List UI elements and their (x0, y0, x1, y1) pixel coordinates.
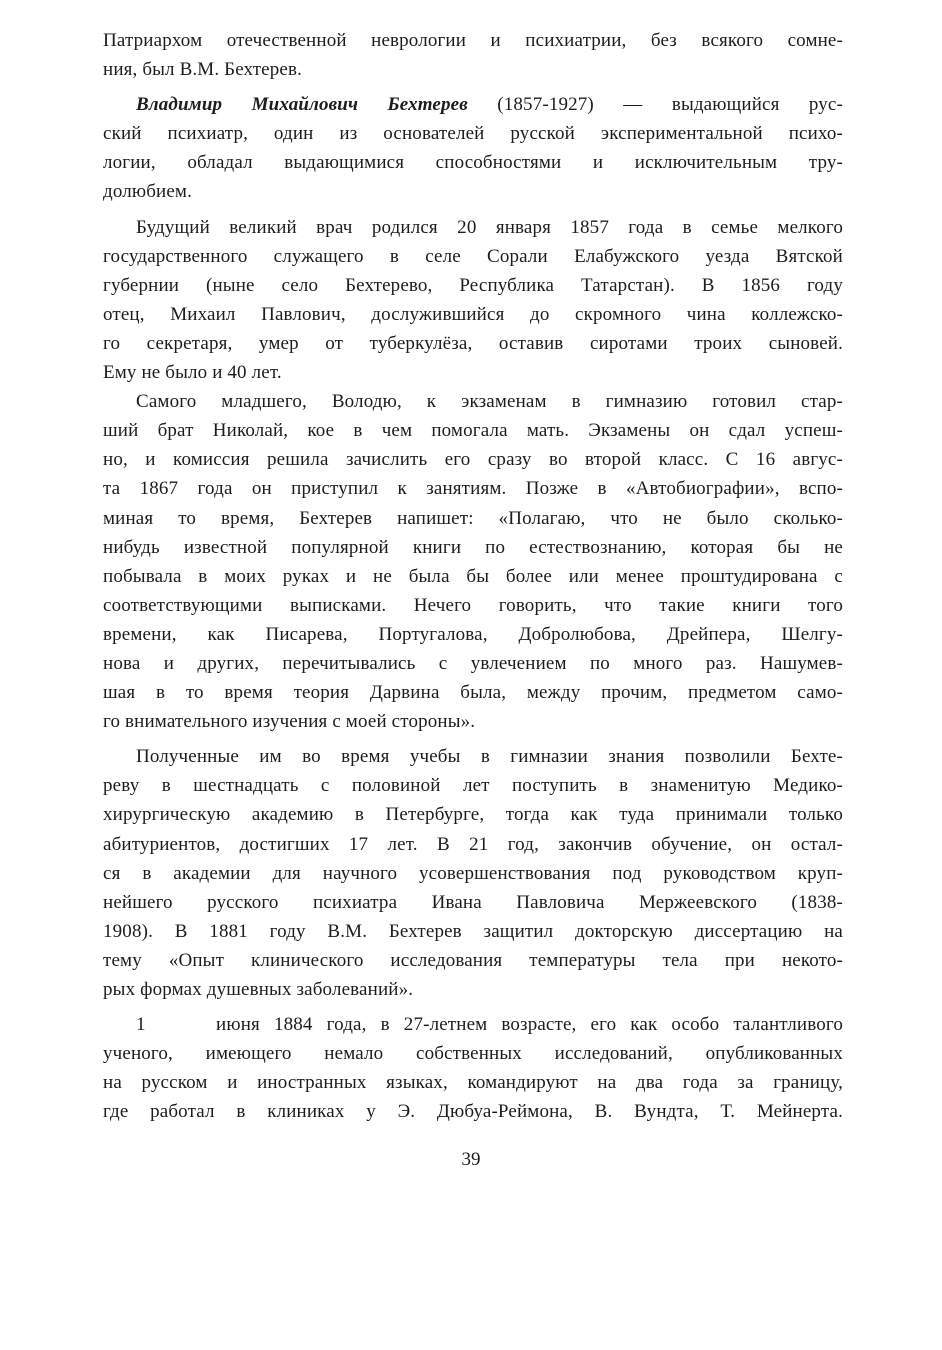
text-fragment: (1857-1927) — выдающийся рус- (467, 94, 843, 116)
person-name: Владимир Михайлович Бехтерев (136, 94, 468, 116)
text-line: миная то время, Бехтерев напишет: «Полагаю, что не было сколько- (103, 507, 843, 529)
text-line: абитуриентов, достигших 17 лет. В 21 год, закончив обучение, он остал- (103, 833, 843, 855)
text-line: Полученные им во время учебы в гимназии знания позволили Бехте- (136, 746, 843, 768)
paragraph (103, 387, 843, 736)
text-line: побывала в моих руках и не была бы более или менее проштудирована с (103, 565, 843, 587)
text-line: 1 июня 1884 года, в 27-летнем возрасте, его как особо талантливого (136, 1014, 843, 1036)
text-line: логии, обладал выдающимися способностями и исключительным тру- (103, 152, 843, 174)
text-line: нейшего русского психиатра Ивана Павловича Мержеевского (1838- (103, 891, 843, 913)
text-line: государственного служащего в селе Сорали Елабужского уезда Вятской (103, 245, 843, 267)
text-line: Будущий великий врач родился 20 января 1857 года в семье мелкого (136, 216, 843, 238)
text-line: 1908). В 1881 году В.М. Бехтерев защитил докторскую диссертацию на (103, 920, 843, 942)
text-line: та 1867 года он приступил к занятиям. Позже в «Автобиографии», вспо- (103, 478, 843, 500)
text-line: нова и других, перечитывались с увлечением по много раз. Нашумев- (103, 652, 843, 674)
text-line: рых формах душевных заболеваний». (103, 979, 414, 1000)
text-line: где работал в клиниках у Э. Дюбуа-Реймона, В. Вундта, Т. Мейнерта. (103, 1101, 843, 1123)
text-line: соответствующими выписками. Нечего говорить, что такие книги того (103, 594, 843, 616)
paragraph (103, 26, 843, 84)
text-line: долюбием. (103, 181, 192, 203)
text-line: го внимательного изучения с моей стороны». (103, 711, 476, 733)
text-line: губернии (ныне село Бехтерево, Республика Татарстан). В 1856 году (103, 274, 843, 296)
text-line: шая в то время теория Дарвина была, между прочим, предметом само- (103, 682, 843, 704)
paragraph (103, 742, 843, 1004)
text-line: реву в шестнадцать с половиной лет поступить в знаменитую Медико- (103, 775, 843, 797)
text-line: хирургическую академию в Петербурге, тогда как туда принимали только (103, 804, 843, 826)
text-line: Патриархом отечественной неврологии и психиатрии, без всякого сомне- (103, 30, 843, 51)
text-line: Самого младшего, Володю, к экзаменам в гимназию готовил стар- (136, 391, 843, 413)
page-number: 39 (461, 1149, 481, 1170)
text-line: го секретаря, умер от туберкулёза, оставив сиротами троих сыновей. (103, 332, 843, 354)
text-line: ся в академии для научного усовершенствования под руководством круп- (103, 862, 843, 884)
text-line: Ему не было и 40 лет. (103, 362, 282, 384)
paragraph (103, 1010, 843, 1126)
text-line: времени, как Писарева, Португалова, Добролюбова, Дрейпера, Шелгу- (103, 623, 843, 645)
text-line: ский психиатр, один из основателей русской экспериментальной психо- (103, 123, 843, 145)
text-line: тему «Опыт клинического исследования температуры тела при некото- (103, 949, 843, 971)
document-page (103, 26, 843, 1126)
text-line: отец, Михаил Павлович, дослужившийся до скромного чина коллежско- (103, 303, 843, 325)
text-line: ученого, имеющего немало собственных исследований, опубликованных (103, 1043, 843, 1065)
paragraph (103, 213, 843, 388)
text-line: ший брат Николай, кое в чем помогала мать. Экзамены он сдал успеш- (103, 420, 843, 442)
paragraph (103, 90, 843, 206)
text-line: на русском и иностранных языках, командируют на два года за границу, (103, 1072, 843, 1094)
text-line: нибудь известной популярной книги по естествознанию, которая бы не (103, 536, 843, 558)
text-line: но, и комиссия решила зачислить его сразу во второй класс. С 16 авгус- (103, 449, 843, 471)
text-line: ния, был В.М. Бехтерев. (103, 59, 303, 81)
text-line (103, 90, 843, 119)
